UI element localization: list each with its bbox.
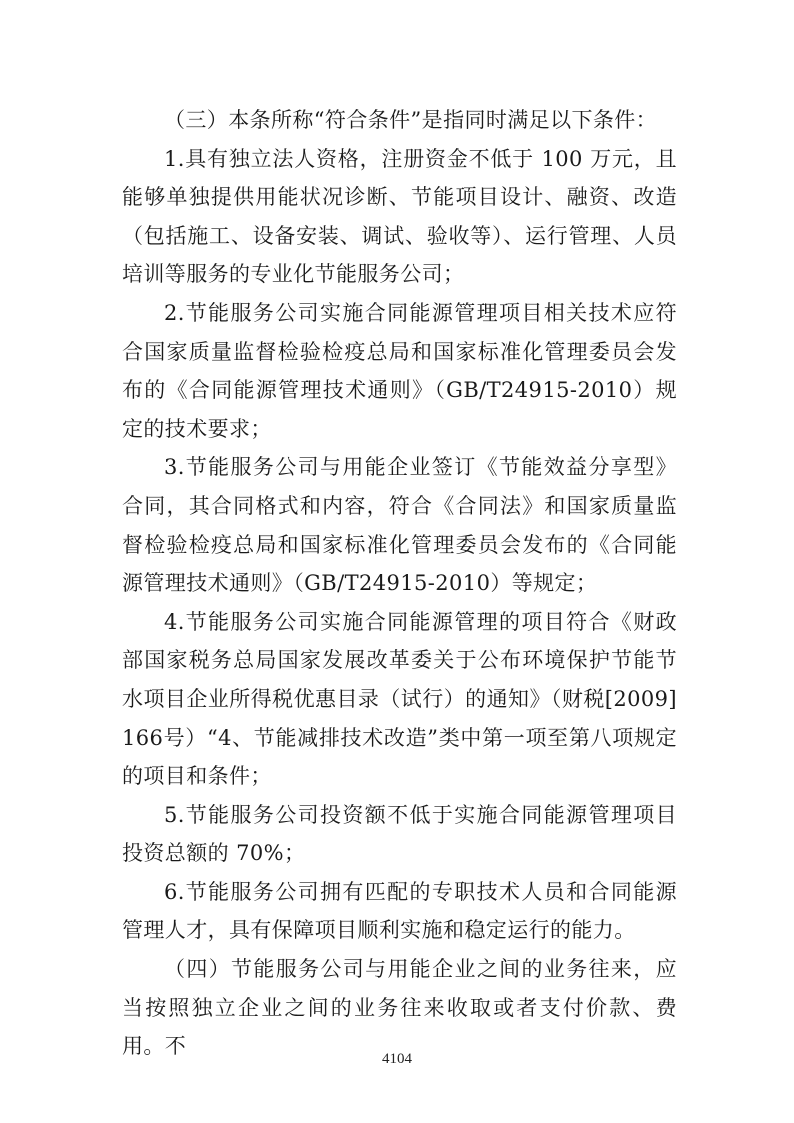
paragraph-condition-2: 2.节能服务公司实施合同能源管理项目相关技术应符合国家质量监督检验检疫总局和国家标准化管理委员会发布的《合同能源管理技术通则》（GB/T24915-2010）规定的技术要求； xyxy=(122,300,677,441)
paragraph-condition-6: 6.节能服务公司拥有匹配的专职技术人员和合同能源管理人才，具有保障项目顺利实施和稳定运行的能力。 xyxy=(122,879,677,943)
page-number: 4104 xyxy=(382,1051,412,1067)
paragraph-condition-5: 5.节能服务公司投资额不低于实施合同能源管理项目投资总额的 70%； xyxy=(122,802,677,866)
paragraph-section-4: （四）节能服务公司与用能企业之间的业务往来，应当按照独立企业之间的业务往来收取或者支付价款、费用。不 xyxy=(122,957,677,1059)
paragraph-condition-4: 4.节能服务公司实施合同能源管理的项目符合《财政部国家税务总局国家发展改革委关于公布环境保护节能节水项目企业所得税优惠目录（试行）的通知》（财税[2009]166号）“4、节能减排技术改造”类中第一项至第八项规定的项目和条件； xyxy=(122,609,677,789)
document-body xyxy=(122,101,677,1066)
paragraph-condition-1: 1.具有独立法人资格，注册资金不低于 100 万元，且能够单独提供用能状况诊断、节能项目设计、融资、改造（包括施工、设备安装、调试、验收等）、运行管理、人员培训等服务的专业化节能服务公司； xyxy=(122,146,677,287)
paragraph-condition-intro: （三）本条所称“符合条件”是指同时满足以下条件： xyxy=(164,108,658,132)
paragraph-condition-3: 3.节能服务公司与用能企业签订《节能效益分享型》合同，其合同格式和内容，符合《合同法》和国家质量监督检验检疫总局和国家标准化管理委员会发布的《合同能源管理技术通则》（GB/T24915-2010）等规定； xyxy=(122,455,677,596)
